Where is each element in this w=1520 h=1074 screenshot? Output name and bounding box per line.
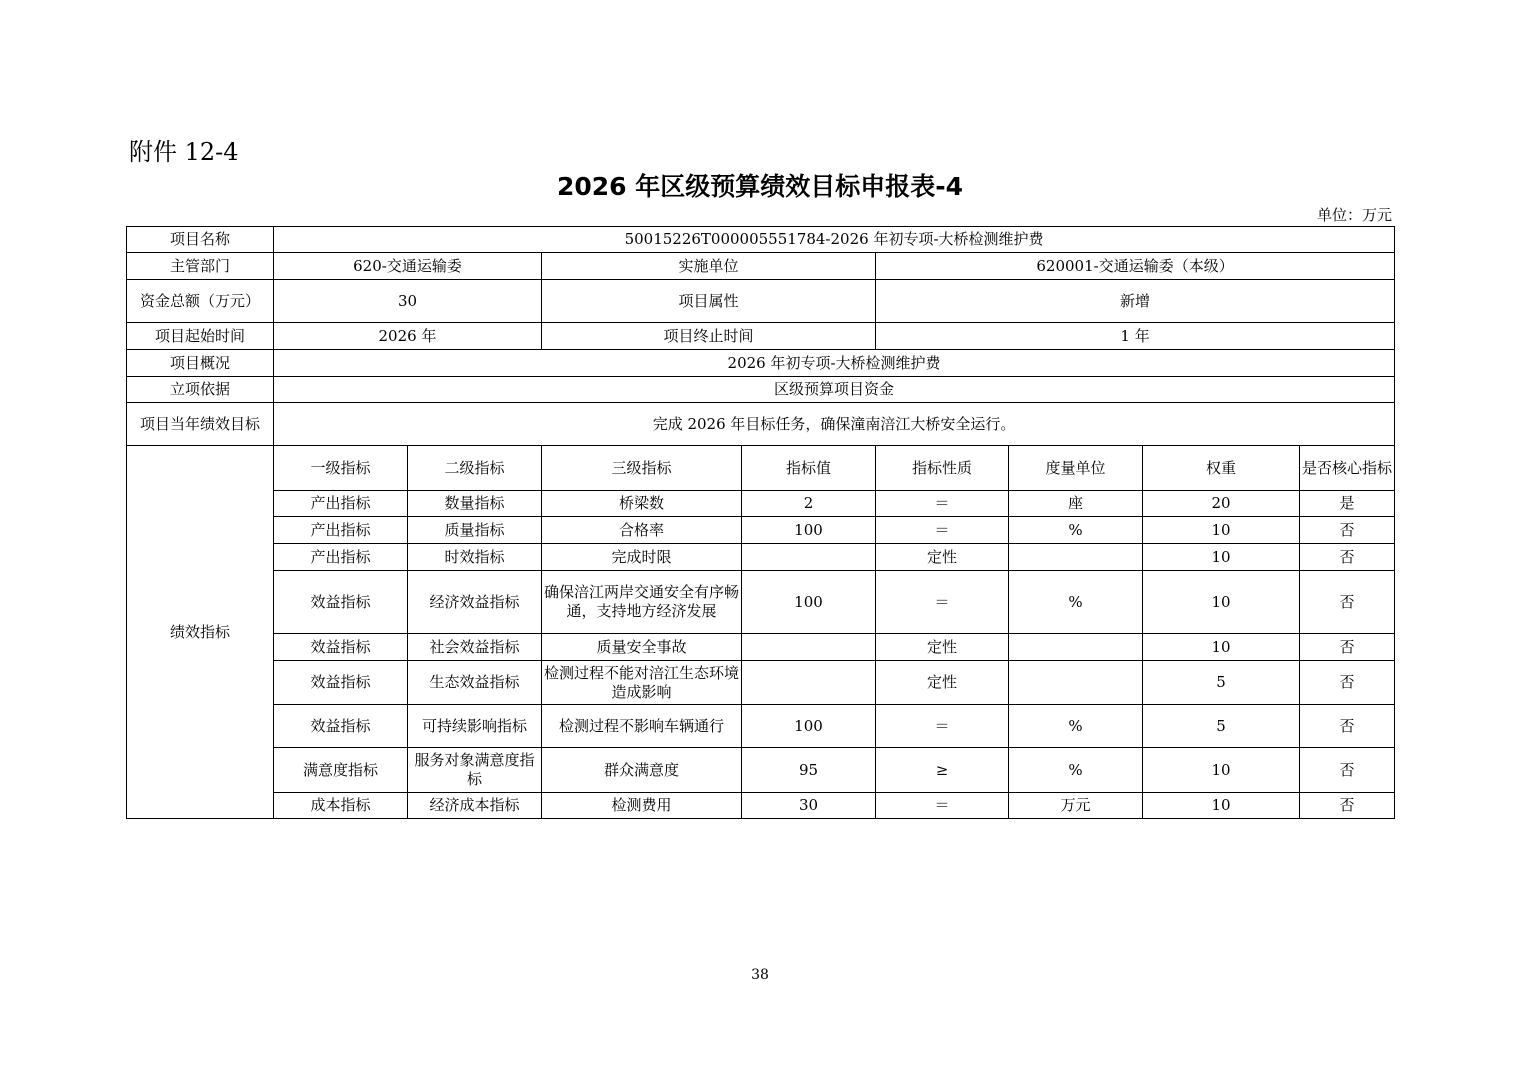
header-cell: 二级指标 <box>408 446 542 491</box>
value-cell: 100 <box>742 705 876 748</box>
level2-cell: 质量指标 <box>408 517 542 544</box>
header-cell: 权重 <box>1143 446 1300 491</box>
header-cell: 度量单位 <box>1009 446 1143 491</box>
header-cell: 指标值 <box>742 446 876 491</box>
project-name-value: 50015226T000005551784-2026 年初专项-大桥检测维护费 <box>274 227 1395 253</box>
level3-cell: 检测费用 <box>542 793 742 819</box>
start-label: 项目起始时间 <box>127 323 274 350</box>
level1-cell: 产出指标 <box>274 517 408 544</box>
level2-cell: 服务对象满意度指标 <box>408 748 542 793</box>
weight-cell: 10 <box>1143 634 1300 661</box>
value-cell <box>742 661 876 705</box>
level3-cell: 群众满意度 <box>542 748 742 793</box>
table-row <box>127 571 1395 634</box>
impl-label: 实施单位 <box>542 253 876 280</box>
fund-label: 资金总额（万元） <box>127 280 274 323</box>
weight-cell: 10 <box>1143 748 1300 793</box>
level2-cell: 生态效益指标 <box>408 661 542 705</box>
unit-cell: % <box>1009 571 1143 634</box>
weight-cell: 10 <box>1143 544 1300 571</box>
level1-cell: 效益指标 <box>274 661 408 705</box>
level1-cell: 产出指标 <box>274 491 408 517</box>
attr-label: 项目属性 <box>542 280 876 323</box>
indicators-section-label: 绩效指标 <box>127 446 274 819</box>
row-time <box>127 323 1395 350</box>
row-goal <box>127 403 1395 446</box>
table-row <box>127 748 1395 793</box>
unit-cell: % <box>1009 705 1143 748</box>
level2-cell: 时效指标 <box>408 544 542 571</box>
weight-cell: 5 <box>1143 661 1300 705</box>
unit-cell: % <box>1009 517 1143 544</box>
level2-cell: 经济效益指标 <box>408 571 542 634</box>
row-fund <box>127 280 1395 323</box>
level3-cell: 质量安全事故 <box>542 634 742 661</box>
level3-cell: 合格率 <box>542 517 742 544</box>
value-cell: 30 <box>742 793 876 819</box>
unit-cell <box>1009 661 1143 705</box>
impl-value: 620001-交通运输委（本级） <box>876 253 1395 280</box>
weight-cell: 10 <box>1143 571 1300 634</box>
table-row <box>127 517 1395 544</box>
unit-cell: % <box>1009 748 1143 793</box>
table-row <box>127 661 1395 705</box>
value-cell <box>742 634 876 661</box>
level3-cell: 检测过程不能对涪江生态环境造成影响 <box>542 661 742 705</box>
unit-cell: 万元 <box>1009 793 1143 819</box>
table-row <box>127 634 1395 661</box>
indicator-header-row <box>127 446 1395 491</box>
level3-cell: 桥梁数 <box>542 491 742 517</box>
end-value: 1 年 <box>876 323 1395 350</box>
level1-cell: 效益指标 <box>274 705 408 748</box>
table-row <box>127 491 1395 517</box>
level1-cell: 产出指标 <box>274 544 408 571</box>
table-row <box>127 705 1395 748</box>
weight-cell: 20 <box>1143 491 1300 517</box>
nature-cell: 定性 <box>876 634 1009 661</box>
level3-cell: 完成时限 <box>542 544 742 571</box>
nature-cell: ＝ <box>876 517 1009 544</box>
dept-value: 620-交通运输委 <box>274 253 542 280</box>
header-cell: 指标性质 <box>876 446 1009 491</box>
page-title: 2026 年区级预算绩效目标申报表-4 <box>556 172 964 201</box>
nature-cell: ≥ <box>876 748 1009 793</box>
nature-cell: ＝ <box>876 793 1009 819</box>
table-row <box>127 793 1395 819</box>
level1-cell: 满意度指标 <box>274 748 408 793</box>
header-cell: 一级指标 <box>274 446 408 491</box>
core-cell: 否 <box>1300 793 1395 819</box>
row-overview <box>127 350 1395 377</box>
row-basis <box>127 377 1395 403</box>
level1-cell: 成本指标 <box>274 793 408 819</box>
core-cell: 否 <box>1300 517 1395 544</box>
weight-cell: 5 <box>1143 705 1300 748</box>
page-number: 38 <box>751 967 769 983</box>
attr-value: 新增 <box>876 280 1395 323</box>
nature-cell: ＝ <box>876 571 1009 634</box>
value-cell: 2 <box>742 491 876 517</box>
nature-cell: 定性 <box>876 544 1009 571</box>
weight-cell: 10 <box>1143 793 1300 819</box>
value-cell: 100 <box>742 517 876 544</box>
dept-label: 主管部门 <box>127 253 274 280</box>
level3-cell: 检测过程不影响车辆通行 <box>542 705 742 748</box>
core-cell: 否 <box>1300 661 1395 705</box>
value-cell: 95 <box>742 748 876 793</box>
overview-label: 项目概况 <box>127 350 274 377</box>
header-cell: 三级指标 <box>542 446 742 491</box>
goal-value: 完成 2026 年目标任务，确保潼南涪江大桥安全运行。 <box>274 403 1395 446</box>
project-name-label: 项目名称 <box>127 227 274 253</box>
level2-cell: 社会效益指标 <box>408 634 542 661</box>
fund-value: 30 <box>274 280 542 323</box>
end-label: 项目终止时间 <box>542 323 876 350</box>
level2-cell: 可持续影响指标 <box>408 705 542 748</box>
weight-cell: 10 <box>1143 517 1300 544</box>
level2-cell: 经济成本指标 <box>408 793 542 819</box>
header-cell: 是否核心指标 <box>1300 446 1395 491</box>
core-cell: 否 <box>1300 634 1395 661</box>
core-cell: 否 <box>1300 544 1395 571</box>
core-cell: 否 <box>1300 705 1395 748</box>
table-row <box>127 544 1395 571</box>
attachment-label: 附件 12-4 <box>129 138 239 166</box>
unit-label: 单位：万元 <box>1316 206 1392 224</box>
core-cell: 是 <box>1300 491 1395 517</box>
nature-cell: 定性 <box>876 661 1009 705</box>
unit-cell <box>1009 634 1143 661</box>
row-dept <box>127 253 1395 280</box>
value-cell: 100 <box>742 571 876 634</box>
level1-cell: 效益指标 <box>274 571 408 634</box>
goal-label: 项目当年绩效目标 <box>127 403 274 446</box>
start-value: 2026 年 <box>274 323 542 350</box>
nature-cell: ＝ <box>876 491 1009 517</box>
basis-value: 区级预算项目资金 <box>274 377 1395 403</box>
unit-cell: 座 <box>1009 491 1143 517</box>
level1-cell: 效益指标 <box>274 634 408 661</box>
value-cell <box>742 544 876 571</box>
level3-cell: 确保涪江两岸交通安全有序畅通，支持地方经济发展 <box>542 571 742 634</box>
basis-label: 立项依据 <box>127 377 274 403</box>
row-project-name <box>127 227 1395 253</box>
budget-table <box>126 226 1395 819</box>
level2-cell: 数量指标 <box>408 491 542 517</box>
nature-cell: ＝ <box>876 705 1009 748</box>
core-cell: 否 <box>1300 571 1395 634</box>
core-cell: 否 <box>1300 748 1395 793</box>
overview-value: 2026 年初专项-大桥检测维护费 <box>274 350 1395 377</box>
unit-cell <box>1009 544 1143 571</box>
